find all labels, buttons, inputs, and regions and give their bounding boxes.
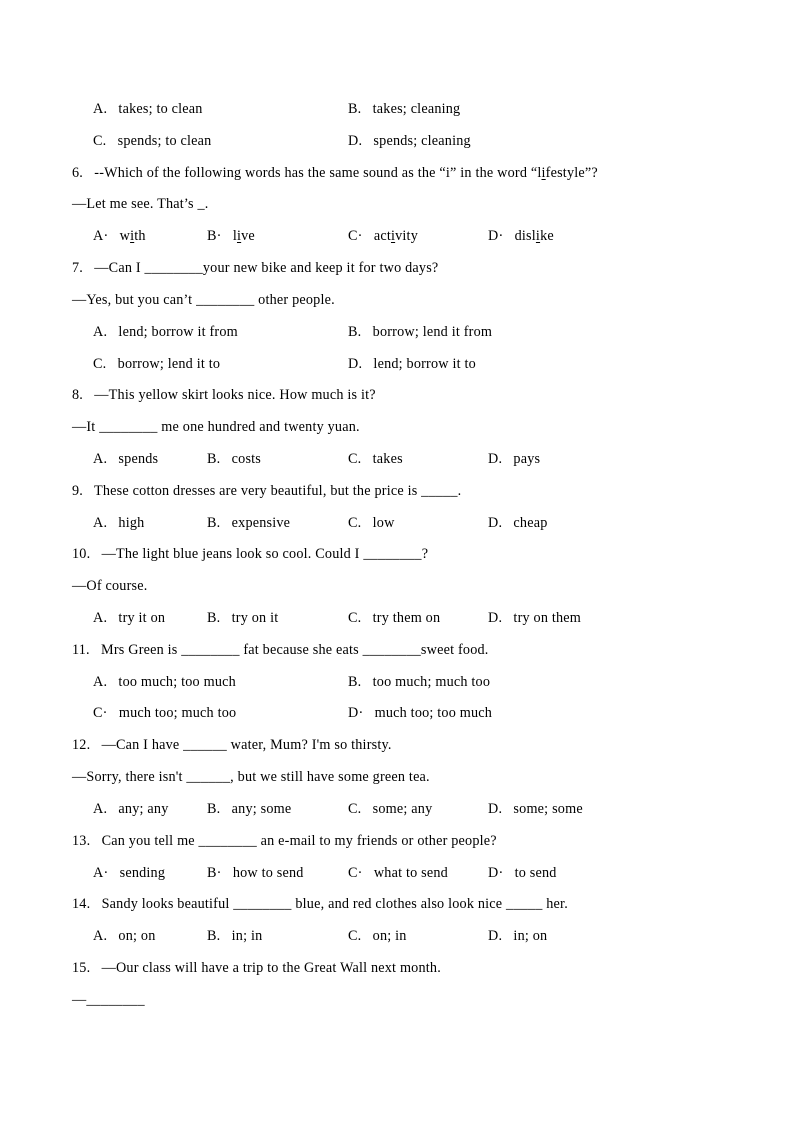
q9-option-d: D. cheap — [488, 514, 548, 531]
q13-option-c: C· what to send — [348, 864, 448, 881]
q8-reply: —It ________ me one hundred and twenty yuan. — [72, 419, 360, 436]
q6-option-c-post: vity — [395, 228, 418, 245]
q13-stem-line — [0, 826, 793, 858]
q10-stem: 10. —The light blue jeans look so cool. Could I ________? — [72, 546, 429, 563]
q5-option-b: B. takes; cleaning — [348, 101, 461, 117]
q10-reply-line — [0, 571, 793, 603]
q6-option-b — [207, 221, 255, 253]
q11-options-row-1 — [0, 667, 793, 699]
q12-stem: 12. —Can I have ______ water, Mum? I'm so thirsty. — [72, 737, 392, 754]
q6-option-d-underlined-letter: i — [535, 228, 541, 245]
q8-stem-line — [0, 380, 793, 412]
q8-options-row — [0, 444, 793, 476]
q8-option-b: B. costs — [207, 450, 262, 467]
q9-option-c: C. low — [348, 514, 395, 531]
q14-option-d: D. in; on — [488, 928, 548, 945]
q8-stem: 8. —This yellow skirt looks nice. How much is it? — [72, 387, 376, 404]
q7-option-d: D. lend; borrow it to — [348, 355, 476, 372]
q6-reply: —Let me see. That’s _. — [72, 196, 209, 213]
q5-options-row-2 — [0, 126, 793, 158]
q11-options-row-2 — [0, 698, 793, 730]
q12-reply: —Sorry, there isn't ______, but we still have some green tea. — [72, 769, 430, 786]
q6-option-b-underlined-letter: i — [236, 228, 242, 245]
q10-options-row — [0, 603, 793, 635]
q15-stem-line — [0, 953, 793, 985]
q6-option-a-pre: A· w — [93, 228, 131, 245]
q5-option-a: A. takes; to clean — [93, 101, 203, 117]
q11-option-c: C· much too; much too — [93, 705, 237, 722]
q6-stem-pre: 6. --Which of the following words has the same sound as the “i” in the word “l — [72, 164, 542, 181]
q9-options-row — [0, 508, 793, 540]
q14-option-b: B. in; in — [207, 928, 263, 945]
q15-reply-line — [0, 985, 793, 1017]
q14-stem-line — [0, 889, 793, 921]
q6-stem-underlined-letter: i — [541, 164, 546, 181]
q9-stem: 9. These cotton dresses are very beautiful, but the price is _____. — [72, 482, 462, 499]
q9-option-a: A. high — [93, 514, 145, 531]
q10-stem-line — [0, 539, 793, 571]
q5-option-d: D. spends; cleaning — [348, 132, 471, 149]
q6-option-c-underlined-letter: i — [390, 228, 396, 245]
q5-options-row-1 — [0, 94, 793, 126]
q6-option-d — [488, 221, 554, 253]
q15-reply-blank: —________ — [72, 991, 145, 1008]
q6-option-b-pre: B· l — [207, 228, 237, 245]
q6-reply-line — [0, 189, 793, 221]
q13-option-b: B· how to send — [207, 864, 304, 881]
q7-reply-line — [0, 285, 793, 317]
q11-option-d: D· much too; too much — [348, 705, 493, 722]
q14-option-a: A. on; on — [93, 928, 156, 945]
q9-option-b: B. expensive — [207, 514, 291, 531]
q5-option-c: C. spends; to clean — [93, 132, 212, 149]
q12-stem-line — [0, 730, 793, 762]
q6-options-row — [0, 221, 793, 253]
q6-option-c — [348, 221, 418, 253]
q14-option-c: C. on; in — [348, 928, 407, 945]
q8-reply-line — [0, 412, 793, 444]
q6-option-a-post: th — [134, 228, 146, 245]
q7-reply: —Yes, but you can’t ________ other people. — [72, 291, 335, 308]
q6-option-d-pre: D· disl — [488, 228, 536, 245]
q7-option-b: B. borrow; lend it from — [348, 323, 493, 340]
q6-option-b-post: ve — [241, 228, 255, 245]
q7-stem-line — [0, 253, 793, 285]
q13-stem: 13. Can you tell me ________ an e-mail to my friends or other people? — [72, 832, 497, 849]
q12-reply-line — [0, 762, 793, 794]
q10-option-c: C. try them on — [348, 610, 441, 626]
q13-option-a: A· sending — [93, 864, 166, 881]
q11-option-a: A. too much; too much — [93, 673, 236, 690]
q7-stem: 7. —Can I ________your new bike and keep it for two days? — [72, 260, 439, 277]
q12-option-b: B. any; some — [207, 800, 292, 817]
q6-option-c-pre: C· act — [348, 228, 391, 245]
q6-stem-line — [0, 158, 793, 190]
q6-option-a-underlined-letter: i — [130, 228, 135, 245]
q6-option-d-post: ke — [540, 228, 554, 245]
q15-stem: 15. —Our class will have a trip to the Great Wall next month. — [72, 959, 441, 976]
q11-option-b: B. too much; much too — [348, 673, 491, 690]
q8-option-c: C. takes — [348, 450, 403, 467]
q6-option-a — [93, 221, 146, 253]
q12-option-a: A. any; any — [93, 800, 169, 817]
q13-options-row — [0, 858, 793, 890]
q9-stem-line — [0, 476, 793, 508]
q10-option-d: D. try on them — [488, 610, 582, 626]
q7-options-row-1 — [0, 317, 793, 349]
q10-option-a: A. try it on — [93, 610, 166, 626]
q11-stem: 11. Mrs Green is ________ fat because she eats ________sweet food. — [72, 641, 489, 658]
q6-stem-post: festyle”? — [545, 164, 598, 181]
q8-option-d: D. pays — [488, 450, 541, 467]
q14-stem: 14. Sandy looks beautiful ________ blue, and red clothes also look nice _____ her. — [72, 896, 568, 913]
q6-stem — [72, 158, 598, 190]
q12-option-d: D. some; some — [488, 800, 583, 817]
q8-option-a: A. spends — [93, 450, 159, 467]
q10-reply: —Of course. — [72, 578, 148, 595]
q7-option-a: A. lend; borrow it from — [93, 323, 238, 340]
q7-options-row-2 — [0, 349, 793, 381]
q12-options-row — [0, 794, 793, 826]
q14-options-row — [0, 921, 793, 953]
q11-stem-line — [0, 635, 793, 667]
q13-option-d: D· to send — [488, 864, 557, 881]
q10-option-b: B. try on it — [207, 610, 279, 626]
q7-option-c: C. borrow; lend it to — [93, 355, 221, 372]
q12-option-c: C. some; any — [348, 800, 433, 817]
